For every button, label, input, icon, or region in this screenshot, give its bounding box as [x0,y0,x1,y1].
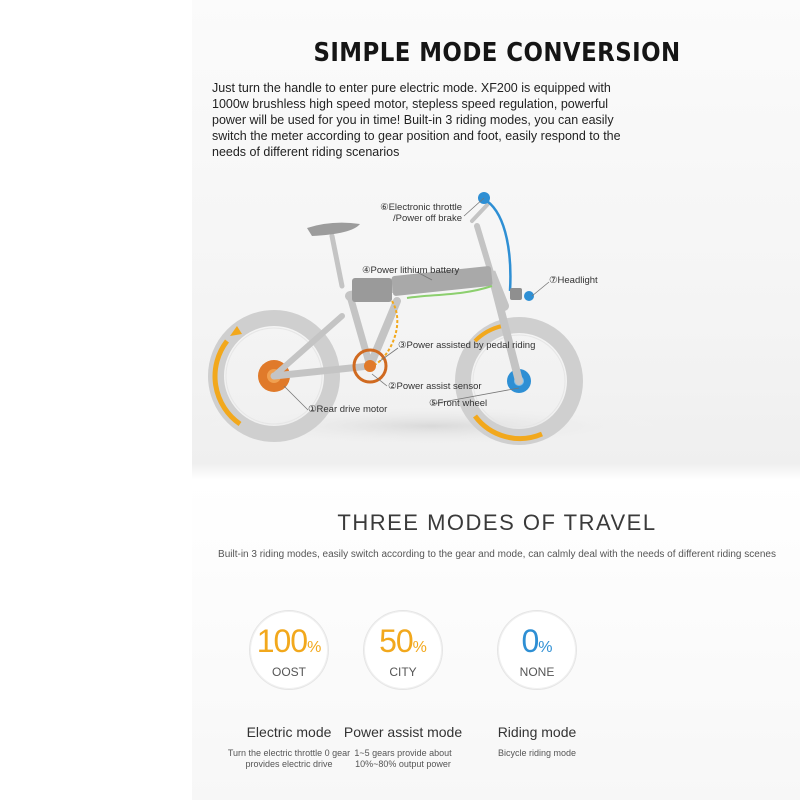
callout-pedal: ③Power assisted by pedal riding [398,340,536,351]
mode-ring [249,610,329,690]
mode-name: Riding mode [497,724,577,740]
mode-description: Turn the electric throttle 0 gear provides electric drive [227,748,351,769]
mode-value: 0% [521,623,553,659]
modes-title: THREE MODES OF TRAVEL [337,510,657,535]
mode-ring [363,610,443,690]
controller-box [352,278,392,302]
callout-rear-motor: ①Rear drive motor [308,404,388,415]
mode-ring [497,610,577,690]
mode-card-riding [472,610,602,759]
mode-card-electric [224,610,354,770]
callout-throttle: ⑥Electronic throttle /Power off brake [380,202,462,224]
modes-subtitle: Built-in 3 riding modes, easily switch according to the gear and mode, can calmly deal with the needs of different riding scenes [218,549,776,560]
callout-front-wheel: ⑤Front wheel [429,398,488,409]
saddle [307,223,360,236]
mode-value: 100% [256,623,322,659]
intro-paragraph: Just turn the handle to enter pure electric mode. XF200 is equipped with 1000w brushless high speed motor, stepless speed regulation, powerful power will be used for you in time! Built-in 3 riding modes, you can easily switch the meter according to gear position and foot, easily respond to the needs of different riding scenarios [212,81,621,159]
mode-card-power-assist [338,610,468,770]
product-page [192,0,800,800]
mode-ring-label: CITY [389,665,417,679]
callout-headlight: ⑦Headlight [549,275,598,286]
mode-description: 1~5 gears provide about 10%~80% output power [354,748,452,769]
callout-sensor: ②Power assist sensor [388,381,482,392]
page-title: SIMPLE MODE CONVERSION [313,38,681,68]
mode-description: Bicycle riding mode [497,748,577,758]
mode-name: Power assist mode [343,724,463,740]
mode-ring-label: NONE [519,665,555,679]
mode-name: Electric mode [246,724,332,740]
callout-battery: ④Power lithium battery [362,265,460,276]
mode-value: 50% [379,623,427,659]
headlight-lamp [510,288,522,300]
mode-ring-label: OOST [271,665,306,679]
ebike-illustration [192,176,800,466]
